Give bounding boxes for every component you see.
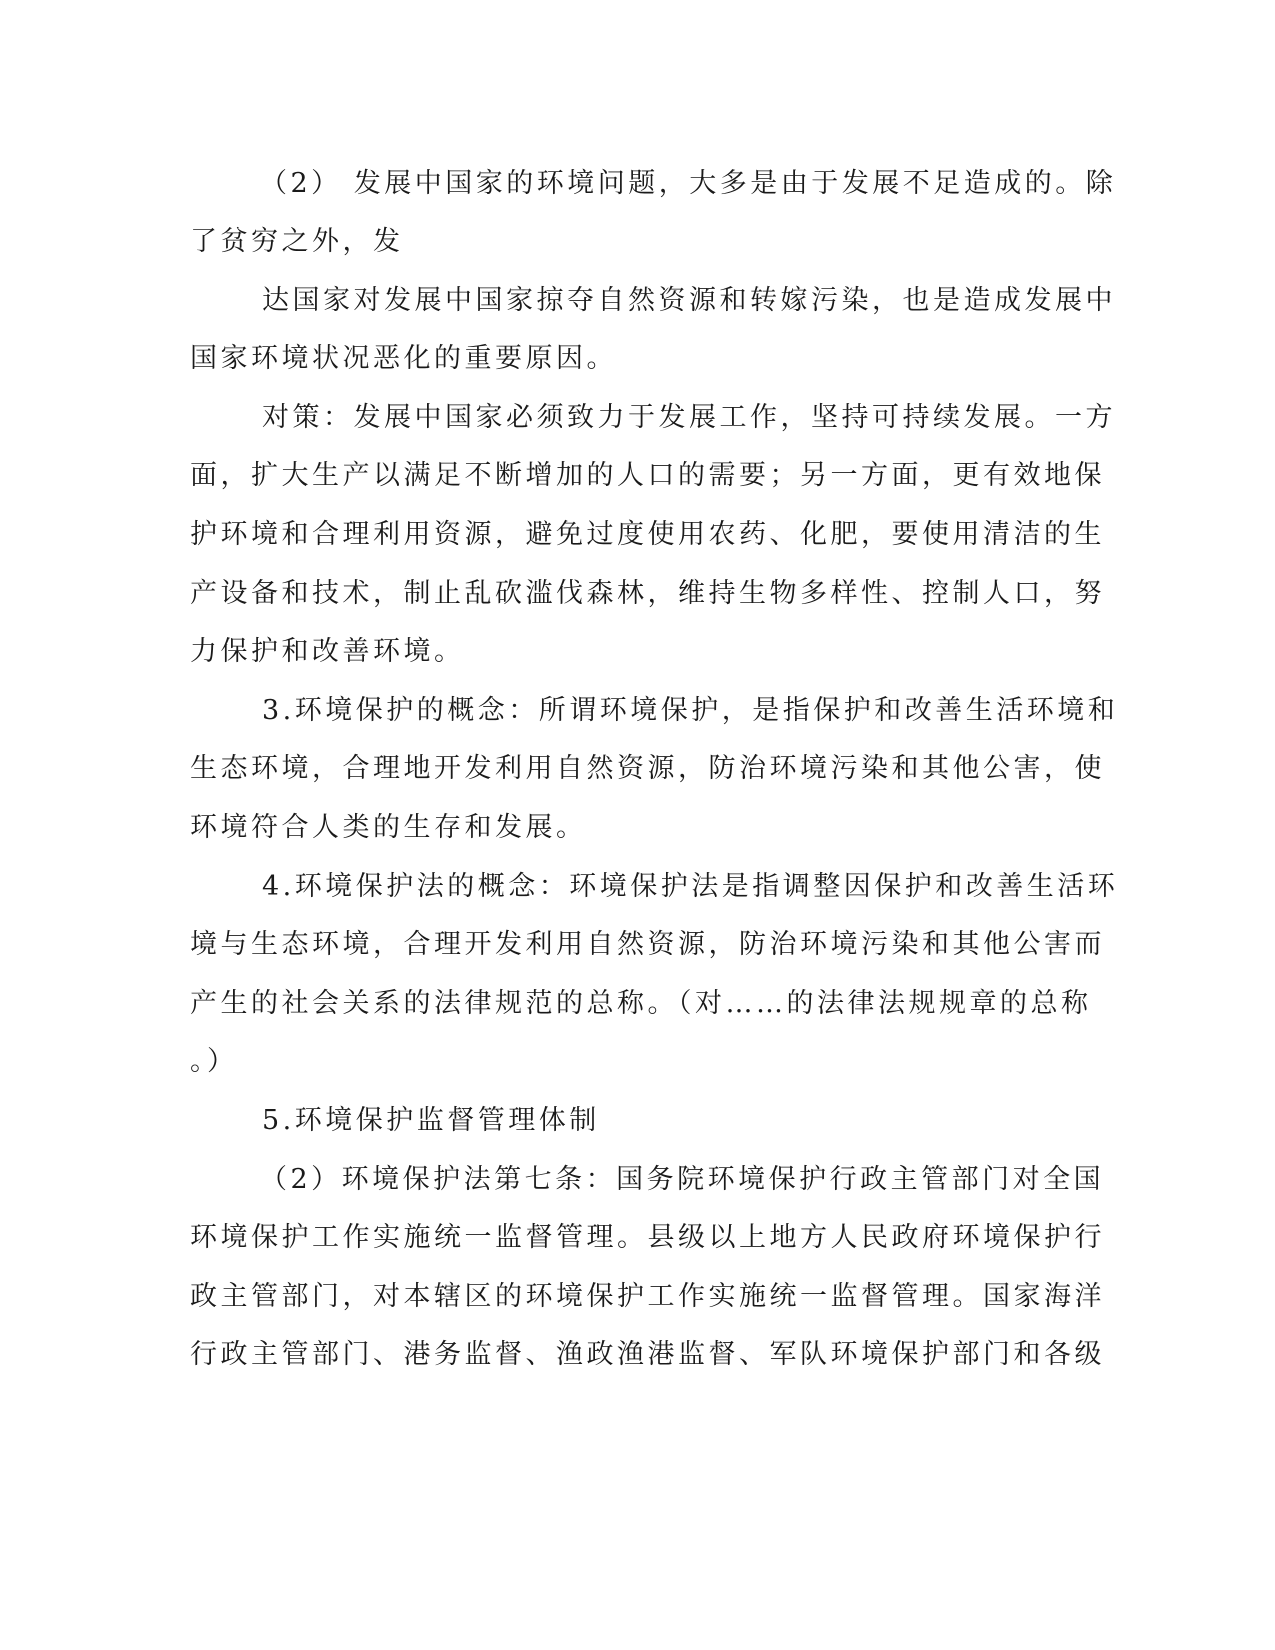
text-line: 国家环境状况恶化的重要原因。 <box>190 343 617 374</box>
text-line: 。） <box>190 1046 238 1077</box>
text-line: 生态环境，合理地开发利用自然资源，防治环境污染和其他公害，使 <box>190 753 1105 784</box>
text-line: 护环境和合理利用资源，避免过度使用农药、化肥，要使用清洁的生 <box>190 519 1105 550</box>
text-line: 产设备和技术，制止乱砍滥伐森林，维持生物多样性、控制人口，努 <box>190 578 1105 609</box>
text-line: （2）环境保护法第七条：国务院环境保护行政主管部门对全国 <box>260 1164 1105 1195</box>
text-line: 5.环境保护监督管理体制 <box>262 1105 600 1136</box>
text-line: 产生的社会关系的法律规范的总称。（对……的法律法规规章的总称 <box>190 988 1092 1019</box>
text-line: 力保护和改善环境。 <box>190 636 465 667</box>
text-line: 达国家对发展中国家掠夺自然资源和转嫁污染，也是造成发展中 <box>262 285 1116 316</box>
text-line: 对策：发展中国家必须致力于发展工作，坚持可持续发展。一方 <box>262 402 1116 433</box>
text-line: 境与生态环境，合理开发利用自然资源，防治环境污染和其他公害而 <box>190 929 1105 960</box>
text-line: 面，扩大生产以满足不断增加的人口的需要；另一方面，更有效地保 <box>190 460 1105 491</box>
text-line: 环境保护工作实施统一监督管理。县级以上地方人民政府环境保护行 <box>190 1222 1105 1253</box>
text-line: 了贫穷之外，发 <box>190 226 404 257</box>
text-line: 3.环境保护的概念：所谓环境保护，是指保护和改善生活环境和 <box>262 695 1119 726</box>
text-line: 行政主管部门、港务监督、渔政渔港监督、军队环境保护部门和各级 <box>190 1339 1105 1370</box>
text-line: 4.环境保护法的概念：环境保护法是指调整因保护和改善生活环 <box>262 871 1119 902</box>
text-line: （2） 发展中国家的环境问题，大多是由于发展不足造成的。除 <box>260 168 1117 199</box>
text-line: 政主管部门，对本辖区的环境保护工作实施统一监督管理。国家海洋 <box>190 1281 1105 1312</box>
text-line: 环境符合人类的生存和发展。 <box>190 812 587 843</box>
